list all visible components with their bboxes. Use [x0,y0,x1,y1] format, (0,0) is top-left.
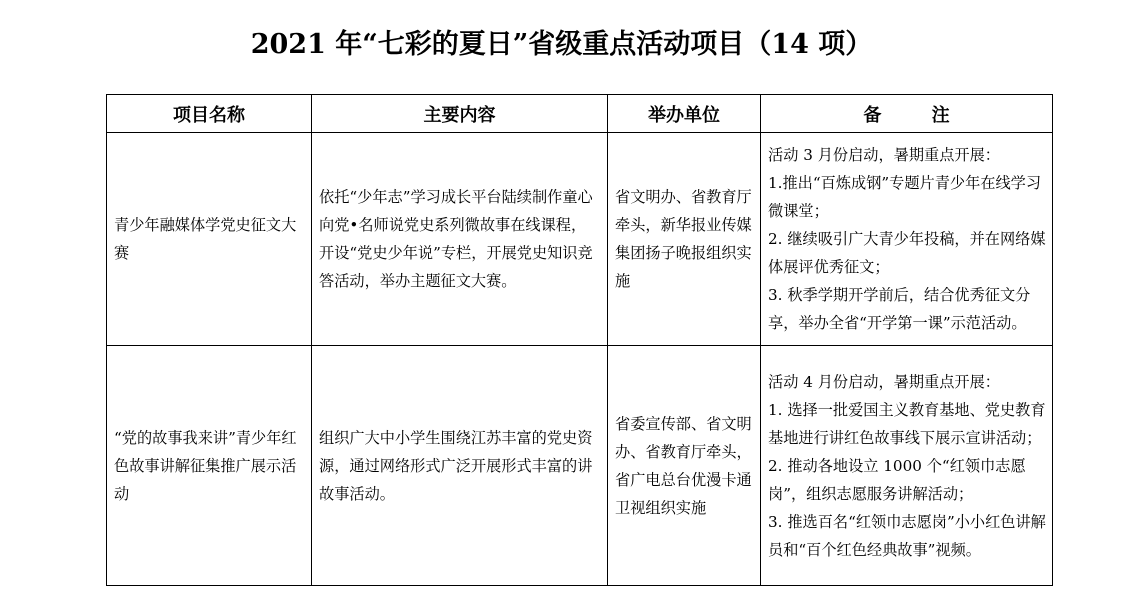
cell-notes [761,346,1053,586]
cell-project-name: “党的故事我来讲”青少年红色故事讲解征集推广展示活动 [107,346,312,586]
document-title: 2021 年“七彩的夏日”省级重点活动项目（14 项） [250,29,873,60]
note-line: 2. 推动各地设立 1000 个“红领巾志愿岗”，组织志愿服务讲解活动； [768,456,1026,503]
header-project-name: 项目名称 [107,95,312,133]
cell-main-content: 组织广大中小学生围绕江苏丰富的党史资源，通过网络形式广泛开展形式丰富的讲故事活动。 [312,346,608,586]
header-notes: 备 注 [761,95,1053,133]
table-header-row [107,95,1053,133]
cell-organizer: 省文明办、省教育厅牵头，新华报业传媒集团扬子晚报组织实施 [608,133,761,346]
note-line: 1. 选择一批爱国主义教育基地、党史教育基地进行讲红色故事线下展示宣讲活动； [768,400,1046,447]
cell-notes [761,133,1053,346]
table-row [107,346,1053,586]
header-main-content: 主要内容 [312,95,608,133]
note-line: 1.推出“百炼成钢”专题片青少年在线学习微课堂； [768,174,1042,220]
header-organizer: 举办单位 [608,95,761,133]
note-line: 3. 秋季学期开学前后，结合优秀征文分享，举办全省“开学第一课”示范活动。 [768,286,1031,332]
table-row [107,133,1053,346]
note-line: 3. 推选百名“红领巾志愿岗”小小红色讲解员和“百个红色经典故事”视频。 [768,512,1046,559]
note-line: 活动 3 月份启动，暑期重点开展： [768,146,1000,164]
cell-project-name: 青少年融媒体学党史征文大赛 [107,133,312,346]
cell-main-content: 依托“少年志”学习成长平台陆续制作童心向党•名师说党史系列微故事在线课程，开设“党史少年说”专栏，开展党史知识竞答活动，举办主题征文大赛。 [312,133,608,346]
activity-table [106,94,1053,586]
note-line: 活动 4 月份启动，暑期重点开展： [768,372,1000,391]
note-line: 2. 继续吸引广大青少年投稿，并在网络媒体展评优秀征文； [768,230,1046,276]
cell-organizer: 省委宣传部、省文明办、省教育厅牵头，省广电总台优漫卡通卫视组织实施 [608,346,761,586]
